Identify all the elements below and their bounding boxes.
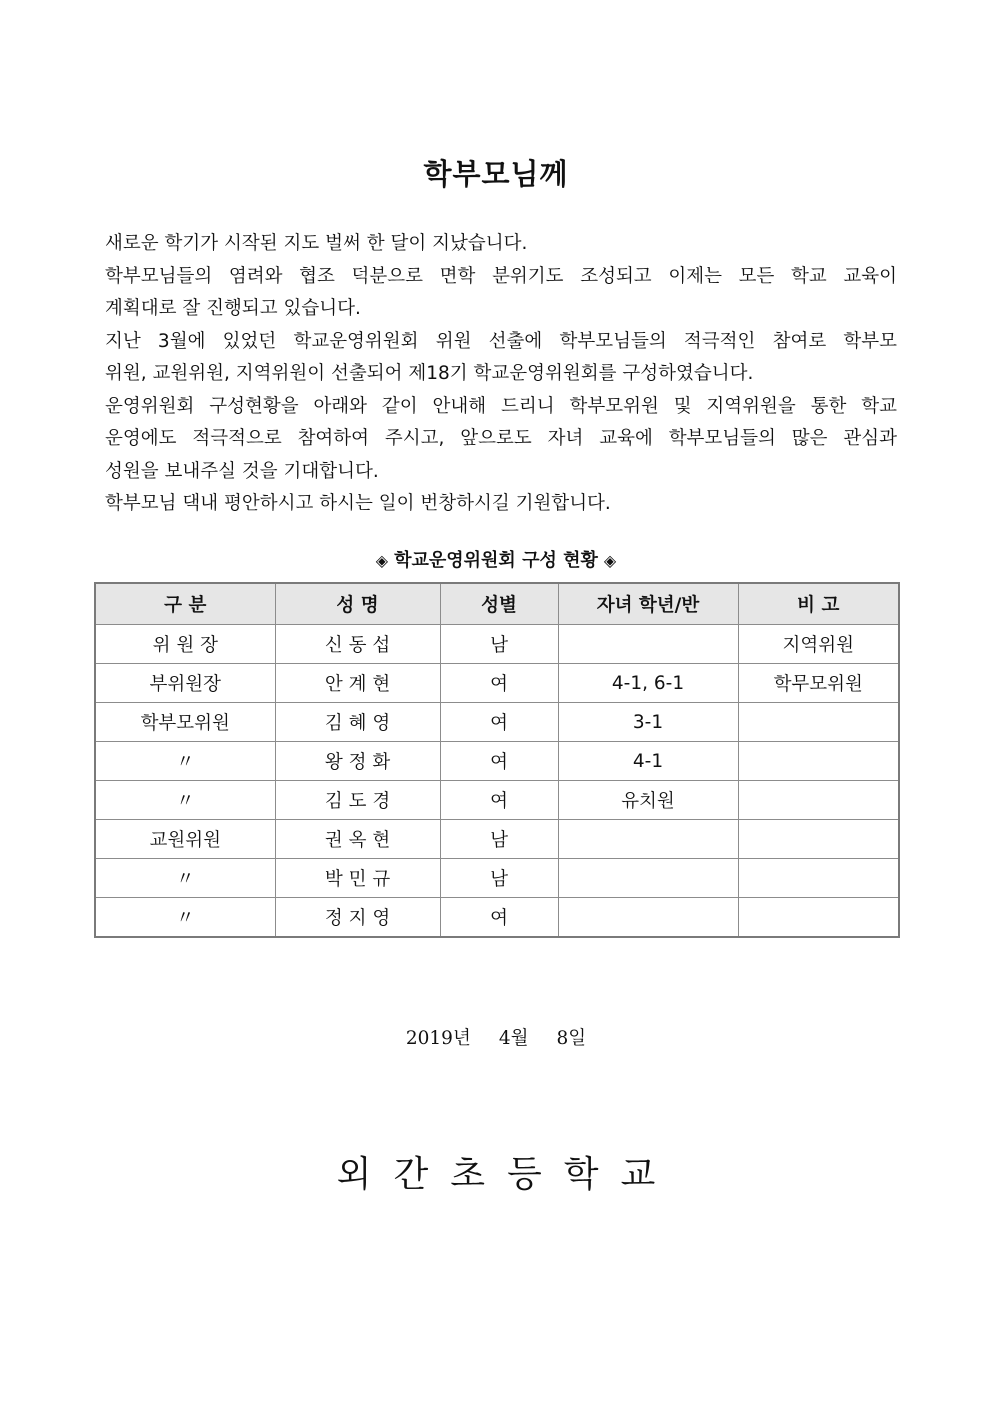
header-note: 비 고: [738, 583, 899, 625]
cell-note: [738, 742, 899, 781]
diamond-icon: ◈: [603, 551, 617, 570]
cell-gender: 남: [440, 820, 558, 859]
cell-name: 김 혜 영: [275, 703, 440, 742]
cell-gender: 남: [440, 625, 558, 664]
cell-name: 박 민 규: [275, 859, 440, 898]
table-row: [95, 781, 899, 820]
table-caption-text: 학교운영위원회 구성 현황: [394, 550, 598, 571]
paragraph-line: 지난 3월에 있었던 학교운영위원회 위원 선출에 학부모님들의 적극적인 참여로 학부모: [105, 330, 897, 352]
cell-category: 교원위원: [95, 820, 275, 859]
cell-note: [738, 703, 899, 742]
cell-note: [738, 781, 899, 820]
cell-child-class: 3-1: [558, 703, 738, 742]
header-category: 구 분: [95, 583, 275, 625]
date-month: 4월: [498, 1028, 529, 1049]
document-title: 학부모님께: [423, 157, 569, 191]
cell-child-class: 4-1, 6-1: [558, 664, 738, 703]
diamond-icon: ◈: [375, 551, 389, 570]
cell-name: 신 동 섭: [275, 625, 440, 664]
header-gender: 성별: [440, 583, 558, 625]
table-row: [95, 664, 899, 703]
cell-category: 〃: [95, 742, 275, 781]
cell-category: 부위원장: [95, 664, 275, 703]
cell-name: 권 옥 현: [275, 820, 440, 859]
paragraph-line: 운영에도 적극적으로 참여하여 주시고, 앞으로도 자녀 교육에 학부모님들의 많은 관심과: [105, 428, 897, 449]
cell-child-class: 유치원: [558, 781, 738, 820]
cell-child-class: [558, 625, 738, 664]
cell-category: 〃: [95, 859, 275, 898]
cell-category: 학부모위원: [95, 703, 275, 742]
cell-child-class: 4-1: [558, 742, 738, 781]
document-date: [0, 1024, 992, 1050]
paragraph-line: 위원, 교원위원, 지역위원이 선출되어 제18기 학교운영위원회를 구성하였습니다.: [105, 363, 754, 384]
cell-gender: 남: [440, 859, 558, 898]
table-row: [95, 820, 899, 859]
table-row: [95, 859, 899, 898]
cell-child-class: [558, 898, 738, 938]
paragraph-line: 운영위원회 구성현황을 아래와 같이 안내해 드리니 학부모위원 및 지역위원을 통한 학교: [105, 395, 897, 417]
cell-name: 안 계 현: [275, 664, 440, 703]
paragraph-line: 새로운 학기가 시작된 지도 벌써 한 달이 지났습니다.: [105, 233, 528, 254]
cell-note: 학무모위원: [738, 664, 899, 703]
cell-gender: 여: [440, 898, 558, 938]
date-year: 2019년: [405, 1028, 471, 1049]
header-child-class: 자녀 학년/반: [558, 583, 738, 625]
cell-note: 지역위원: [738, 625, 899, 664]
cell-name: 김 도 경: [275, 781, 440, 820]
cell-gender: 여: [440, 781, 558, 820]
cell-name: 정 지 영: [275, 898, 440, 938]
date-day: 8일: [556, 1028, 587, 1049]
cell-child-class: [558, 859, 738, 898]
table-row: [95, 703, 899, 742]
cell-child-class: [558, 820, 738, 859]
cell-note: [738, 820, 899, 859]
table-row: [95, 742, 899, 781]
cell-gender: 여: [440, 742, 558, 781]
school-name: 외간초등학교: [336, 1154, 678, 1195]
paragraph-line: 계획대로 잘 진행되고 있습니다.: [105, 298, 361, 319]
cell-gender: 여: [440, 664, 558, 703]
paragraph-line: 학부모님 댁내 평안하시고 하시는 일이 번창하시길 기원합니다.: [105, 493, 611, 514]
cell-category: 위 원 장: [95, 625, 275, 664]
table-row: [95, 625, 899, 664]
cell-note: [738, 898, 899, 938]
paragraph-line: 학부모님들의 염려와 협조 덕분으로 면학 분위기도 조성되고 이제는 모든 학교 교육이: [105, 265, 897, 287]
cell-gender: 여: [440, 703, 558, 742]
paragraph-line: 성원을 보내주실 것을 기대합니다.: [105, 460, 379, 482]
cell-name: 왕 정 화: [275, 742, 440, 781]
table-header-row: [95, 583, 899, 625]
table-caption: [0, 546, 992, 572]
table-row: [95, 898, 899, 938]
header-name: 성 명: [275, 583, 440, 625]
cell-category: 〃: [95, 781, 275, 820]
cell-category: 〃: [95, 898, 275, 938]
committee-table: [94, 582, 900, 938]
letter-body: [105, 228, 897, 521]
cell-note: [738, 859, 899, 898]
